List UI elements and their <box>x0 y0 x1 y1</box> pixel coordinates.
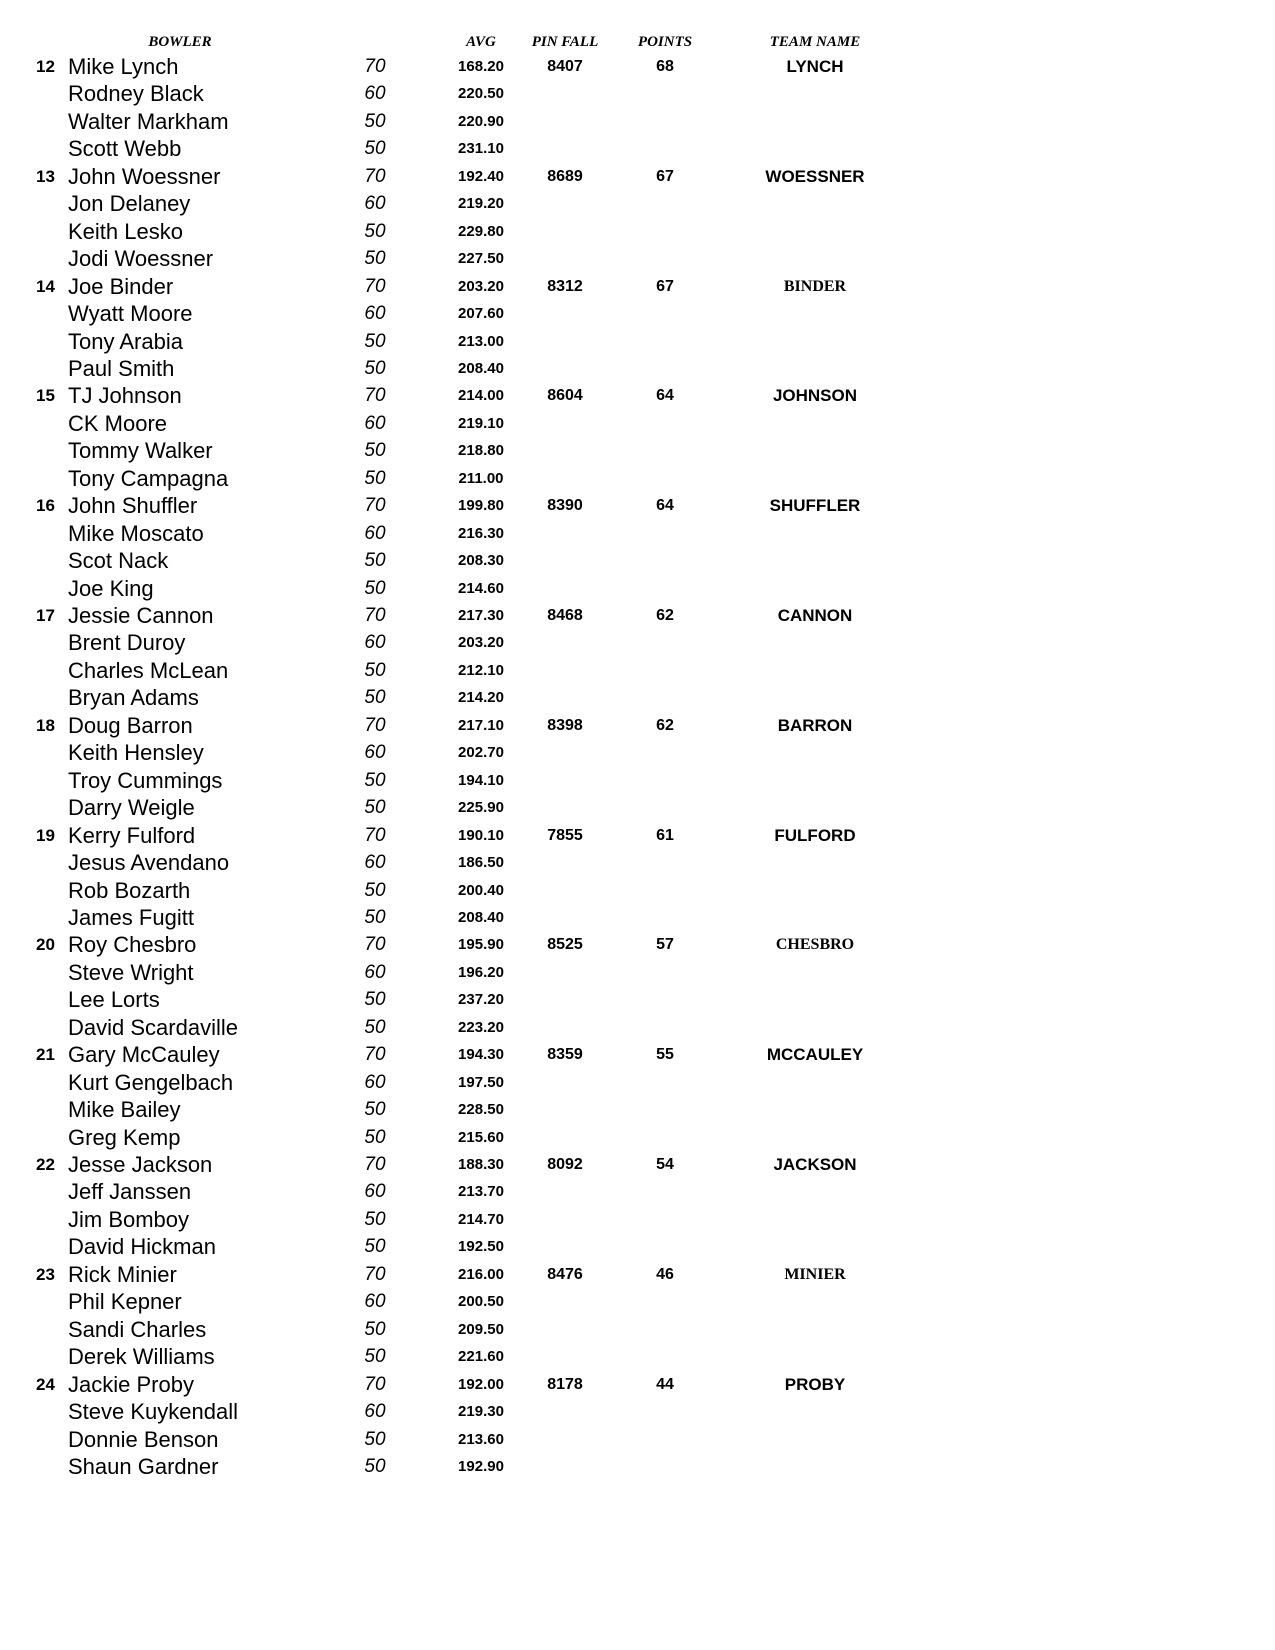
bowler-average: 208.40 <box>458 359 504 377</box>
bowler-average: 199.80 <box>458 497 504 515</box>
handicap-percent: 50 <box>364 550 386 572</box>
bowler-row <box>0 1069 1275 1097</box>
team-name: BARRON <box>777 715 853 735</box>
bowler-average: 197.50 <box>458 1073 504 1091</box>
bowler-name: Sandi Charles <box>68 1316 207 1342</box>
bowler-row <box>0 959 1275 987</box>
handicap-percent: 60 <box>364 522 386 544</box>
bowler-name: Kurt Gengelbach <box>68 1069 234 1095</box>
handicap-percent: 60 <box>364 1401 386 1423</box>
team-pin-fall: 8604 <box>547 387 583 405</box>
bowler-row <box>0 931 1275 959</box>
bowler-average: 190.10 <box>458 826 504 844</box>
bowler-average: 213.70 <box>458 1183 504 1201</box>
bowler-row <box>0 520 1275 548</box>
team-points: 46 <box>656 1265 674 1283</box>
team-rank: 22 <box>36 1155 55 1174</box>
bowler-row <box>0 904 1275 932</box>
handicap-percent: 60 <box>364 412 386 434</box>
bowler-name: Gary McCauley <box>68 1042 220 1068</box>
team-points: 44 <box>656 1375 674 1393</box>
bowler-row <box>0 822 1275 850</box>
bowler-average: 209.50 <box>458 1320 504 1338</box>
bowler-row <box>0 190 1275 218</box>
team-points: 54 <box>656 1156 674 1173</box>
handicap-percent: 70 <box>364 714 386 736</box>
bowler-row <box>0 657 1275 685</box>
bowler-row <box>0 1124 1275 1152</box>
handicap-percent: 50 <box>364 138 386 160</box>
bowler-average: 227.50 <box>458 250 504 268</box>
bowler-average: 200.50 <box>458 1293 504 1311</box>
handicap-percent: 70 <box>364 165 386 187</box>
bowler-row <box>0 245 1275 273</box>
bowler-average: 214.20 <box>458 689 504 707</box>
team-rank: 13 <box>36 166 55 186</box>
bowler-row <box>0 273 1275 301</box>
handicap-percent: 60 <box>364 852 386 874</box>
bowler-average: 214.00 <box>458 387 504 405</box>
team-rank: 14 <box>36 276 55 296</box>
bowler-name: Steve Kuykendall <box>68 1399 238 1425</box>
team-rank: 20 <box>36 935 55 955</box>
bowler-name: Jeff Janssen <box>68 1179 192 1205</box>
team-rank: 17 <box>36 606 55 625</box>
bowler-name: Paul Smith <box>68 355 175 381</box>
handicap-percent: 50 <box>364 1208 386 1230</box>
team-name: LYNCH <box>786 57 844 76</box>
header-team-name: TEAM NAME <box>769 34 861 50</box>
handicap-percent: 50 <box>364 659 386 681</box>
handicap-percent: 50 <box>364 989 386 1011</box>
team-points: 62 <box>656 716 674 734</box>
bowler-row <box>0 1096 1275 1124</box>
team-name: PROBY <box>784 1374 846 1394</box>
bowler-average: 186.50 <box>458 854 504 872</box>
bowler-average: 220.90 <box>458 112 504 130</box>
bowler-name: Scot Nack <box>68 548 169 574</box>
bowler-row <box>0 382 1275 410</box>
handicap-percent: 60 <box>364 303 386 325</box>
bowler-row <box>0 1206 1275 1234</box>
handicap-percent: 70 <box>364 824 386 846</box>
team-pin-fall: 8407 <box>547 58 583 75</box>
bowler-name: Steve Wright <box>68 959 194 985</box>
header-bowler: BOWLER <box>148 34 212 50</box>
header-points: POINTS <box>637 34 693 50</box>
team-name: SHUFFLER <box>769 496 861 516</box>
bowler-row <box>0 1288 1275 1316</box>
handicap-percent: 50 <box>364 1126 386 1148</box>
bowler-average: 231.10 <box>458 140 504 158</box>
bowler-name: Brent Duroy <box>68 630 186 656</box>
handicap-percent: 60 <box>364 1181 386 1203</box>
team-pin-fall: 8359 <box>547 1046 583 1064</box>
bowler-name: Roy Chesbro <box>68 932 197 958</box>
bowler-row <box>0 602 1275 630</box>
handicap-percent: 50 <box>364 1346 386 1368</box>
handicap-percent: 60 <box>364 632 386 654</box>
bowler-row <box>0 53 1275 81</box>
handicap-percent: 70 <box>364 934 386 956</box>
bowler-row <box>0 684 1275 712</box>
bowler-row <box>0 328 1275 356</box>
handicap-percent: 70 <box>364 1373 386 1395</box>
bowler-average: 219.30 <box>458 1403 504 1421</box>
bowler-average: 203.20 <box>458 277 504 295</box>
team-name: FULFORD <box>774 825 856 845</box>
handicap-percent: 70 <box>364 385 386 407</box>
handicap-percent: 70 <box>364 56 386 77</box>
handicap-percent: 70 <box>364 495 386 517</box>
team-pin-fall: 8468 <box>547 607 583 624</box>
bowler-name: Doug Barron <box>68 712 193 738</box>
bowler-average: 211.00 <box>458 469 504 487</box>
handicap-percent: 50 <box>364 577 386 599</box>
bowler-name: Shaun Gardner <box>68 1453 219 1479</box>
team-rank: 18 <box>36 715 55 735</box>
bowler-row <box>0 1398 1275 1426</box>
bowler-average: 213.60 <box>458 1430 504 1448</box>
team-points: 64 <box>656 387 674 405</box>
bowler-row <box>0 547 1275 575</box>
team-name: CHESBRO <box>775 936 855 954</box>
bowler-average: 192.00 <box>458 1375 504 1393</box>
team-pin-fall: 8312 <box>547 277 583 295</box>
team-points: 68 <box>656 58 674 75</box>
bowler-row <box>0 629 1275 657</box>
team-name: MCCAULEY <box>766 1045 864 1065</box>
bowler-name: Jesus Avendano <box>68 850 230 876</box>
bowler-row <box>0 1178 1275 1206</box>
team-rank: 12 <box>36 57 55 76</box>
team-name: WOESSNER <box>765 166 865 186</box>
team-name: CANNON <box>777 606 853 625</box>
bowler-name: Rob Bozarth <box>68 877 191 903</box>
bowler-average: 214.60 <box>458 579 504 597</box>
bowler-average: 196.20 <box>458 963 504 981</box>
bowler-name: Joe King <box>68 575 154 601</box>
bowler-name: Greg Kemp <box>68 1124 181 1150</box>
handicap-percent: 50 <box>364 220 386 242</box>
bowler-average: 208.30 <box>458 552 504 570</box>
bowler-average: 214.70 <box>458 1210 504 1228</box>
bowler-row <box>0 300 1275 328</box>
bowler-name: John Woessner <box>68 163 221 189</box>
team-points: 62 <box>656 607 674 624</box>
bowler-name: Wyatt Moore <box>68 301 193 327</box>
handicap-percent: 50 <box>364 1016 386 1038</box>
handicap-percent: 50 <box>364 1236 386 1258</box>
bowler-average: 194.10 <box>458 771 504 789</box>
bowler-row <box>0 986 1275 1014</box>
bowler-name: Charles McLean <box>68 657 229 683</box>
team-rank: 24 <box>36 1374 55 1394</box>
bowler-name: Troy Cummings <box>68 767 223 793</box>
bowler-row <box>0 1371 1275 1399</box>
handicap-percent: 50 <box>364 467 386 489</box>
bowler-name: David Hickman <box>68 1234 216 1260</box>
bowler-name: TJ Johnson <box>68 383 182 409</box>
bowler-row <box>0 849 1275 877</box>
bowler-name: Joe Binder <box>68 273 174 299</box>
bowler-name: Keith Lesko <box>68 218 183 244</box>
bowler-row <box>0 1343 1275 1371</box>
header-pin-fall: PIN FALL <box>531 34 599 50</box>
bowler-row <box>0 739 1275 767</box>
bowler-row <box>0 355 1275 383</box>
team-points: 55 <box>656 1046 674 1064</box>
team-points: 57 <box>656 936 674 954</box>
bowler-average: 202.70 <box>458 744 504 762</box>
bowler-name: David Scardaville <box>68 1014 238 1040</box>
team-rank: 19 <box>36 825 55 845</box>
bowler-row <box>0 794 1275 822</box>
bowler-average: 213.00 <box>458 332 504 350</box>
bowler-name: Tony Campagna <box>68 465 229 491</box>
handicap-percent: 70 <box>364 605 386 626</box>
bowler-average: 207.60 <box>458 305 504 323</box>
bowler-name: Rick Minier <box>68 1261 177 1287</box>
bowler-name: Darry Weigle <box>68 795 195 821</box>
handicap-percent: 50 <box>364 1428 386 1450</box>
handicap-percent: 50 <box>364 797 386 819</box>
handicap-percent: 50 <box>364 248 386 270</box>
team-rank: 16 <box>36 496 55 516</box>
handicap-percent: 50 <box>364 769 386 791</box>
bowler-name: Jessie Cannon <box>68 603 214 628</box>
bowler-row <box>0 1151 1275 1179</box>
bowler-average: 203.20 <box>458 634 504 652</box>
bowler-name: Jodi Woessner <box>68 246 214 272</box>
bowler-average: 217.10 <box>458 716 504 734</box>
handicap-percent: 50 <box>364 879 386 901</box>
header-avg: AVG <box>466 34 496 50</box>
bowler-name: Mike Lynch <box>68 54 179 79</box>
bowler-average: 192.50 <box>458 1238 504 1256</box>
bowler-name: Phil Kepner <box>68 1289 182 1315</box>
bowler-name: Lee Lorts <box>68 987 160 1013</box>
handicap-percent: 60 <box>364 1071 386 1093</box>
handicap-percent: 70 <box>364 275 386 297</box>
bowler-row <box>0 1261 1275 1289</box>
bowler-average: 194.30 <box>458 1046 504 1064</box>
bowler-average: 208.40 <box>458 908 504 926</box>
handicap-percent: 50 <box>364 687 386 709</box>
bowler-row <box>0 767 1275 795</box>
bowler-average: 237.20 <box>458 991 504 1009</box>
bowler-average: 217.30 <box>458 607 504 624</box>
handicap-percent: 60 <box>364 193 386 215</box>
team-rank: 21 <box>36 1045 55 1065</box>
bowler-average: 215.60 <box>458 1128 504 1146</box>
bowler-row <box>0 1014 1275 1042</box>
bowler-average: 229.80 <box>458 222 504 240</box>
bowler-row <box>0 135 1275 163</box>
handicap-percent: 70 <box>364 1154 386 1175</box>
handicap-percent: 60 <box>364 83 386 105</box>
bowler-average: 192.40 <box>458 167 504 185</box>
bowler-average: 218.80 <box>458 442 504 460</box>
bowler-name: CK Moore <box>68 410 168 436</box>
bowler-row <box>0 108 1275 136</box>
bowler-average: 225.90 <box>458 799 504 817</box>
team-pin-fall: 8689 <box>547 167 583 185</box>
bowler-average: 228.50 <box>458 1101 504 1119</box>
bowler-row <box>0 1453 1275 1481</box>
bowler-row <box>0 1041 1275 1069</box>
bowler-name: Keith Hensley <box>68 740 204 766</box>
bowler-row <box>0 1233 1275 1261</box>
bowler-name: Tommy Walker <box>68 438 213 464</box>
handicap-percent: 50 <box>364 330 386 352</box>
bowler-row <box>0 1316 1275 1344</box>
handicap-percent: 50 <box>364 906 386 928</box>
team-name: JACKSON <box>773 1155 857 1174</box>
bowler-average: 216.00 <box>458 1265 504 1283</box>
bowler-average: 219.10 <box>458 414 504 432</box>
bowler-name: John Shuffler <box>68 493 198 519</box>
bowler-row <box>0 163 1275 191</box>
bowler-average: 221.60 <box>458 1348 504 1366</box>
team-pin-fall: 8398 <box>547 716 583 734</box>
bowler-name: Jesse Jackson <box>68 1152 213 1177</box>
bowler-name: Bryan Adams <box>68 685 199 711</box>
bowler-name: Mike Bailey <box>68 1097 181 1123</box>
bowler-average: 216.30 <box>458 524 504 542</box>
team-points: 64 <box>656 497 674 515</box>
bowler-name: Jon Delaney <box>68 191 191 217</box>
bowler-name: Rodney Black <box>68 81 204 107</box>
bowler-name: Kerry Fulford <box>68 822 196 848</box>
bowler-name: Mike Moscato <box>68 520 204 546</box>
handicap-percent: 70 <box>364 1263 386 1285</box>
team-name: JOHNSON <box>772 386 858 406</box>
team-pin-fall: 8390 <box>547 497 583 515</box>
handicap-percent: 50 <box>364 440 386 462</box>
bowler-name: Tony Arabia <box>68 328 183 354</box>
handicap-percent: 50 <box>364 1318 386 1340</box>
bowler-average: 219.20 <box>458 195 504 213</box>
team-rank: 23 <box>36 1264 55 1284</box>
bowler-name: James Fugitt <box>68 904 194 930</box>
bowler-row <box>0 465 1275 493</box>
team-points: 67 <box>656 167 674 185</box>
bowler-name: Jackie Proby <box>68 1371 194 1397</box>
bowler-name: Scott Webb <box>68 136 182 162</box>
team-pin-fall: 8092 <box>547 1156 583 1173</box>
bowler-average: 220.50 <box>458 85 504 103</box>
handicap-percent: 50 <box>364 110 386 132</box>
bowler-average: 212.10 <box>458 661 504 679</box>
team-pin-fall: 7855 <box>547 826 583 844</box>
team-pin-fall: 8178 <box>547 1375 583 1393</box>
bowler-row <box>0 575 1275 603</box>
bowler-average: 223.20 <box>458 1018 504 1036</box>
handicap-percent: 60 <box>364 1291 386 1313</box>
bowler-average: 200.40 <box>458 881 504 899</box>
bowler-name: Derek Williams <box>68 1344 215 1370</box>
bowler-row <box>0 437 1275 465</box>
bowler-name: Walter Markham <box>68 108 229 134</box>
bowler-row <box>0 218 1275 246</box>
bowler-row <box>0 877 1275 905</box>
team-name: BINDER <box>783 277 847 295</box>
bowler-average: 192.90 <box>458 1457 504 1475</box>
team-points: 61 <box>656 826 674 844</box>
bowler-row <box>0 410 1275 438</box>
team-rank: 15 <box>36 386 55 406</box>
bowler-name: Jim Bomboy <box>68 1206 190 1232</box>
bowler-row <box>0 1426 1275 1454</box>
bowler-average: 195.90 <box>458 936 504 954</box>
team-pin-fall: 8525 <box>547 936 583 954</box>
handicap-percent: 50 <box>364 1099 386 1121</box>
bowler-average: 188.30 <box>458 1156 504 1173</box>
bowler-row <box>0 712 1275 740</box>
handicap-percent: 50 <box>364 357 386 379</box>
bowler-row <box>0 80 1275 108</box>
team-name: MINIER <box>784 1265 846 1283</box>
bowler-name: Donnie Benson <box>68 1426 219 1452</box>
bowler-row <box>0 492 1275 520</box>
handicap-percent: 60 <box>364 961 386 983</box>
handicap-percent: 50 <box>364 1455 386 1477</box>
team-pin-fall: 8476 <box>547 1265 583 1283</box>
bowler-average: 168.20 <box>458 58 504 75</box>
handicap-percent: 60 <box>364 742 386 764</box>
team-points: 67 <box>656 277 674 295</box>
handicap-percent: 70 <box>364 1044 386 1066</box>
